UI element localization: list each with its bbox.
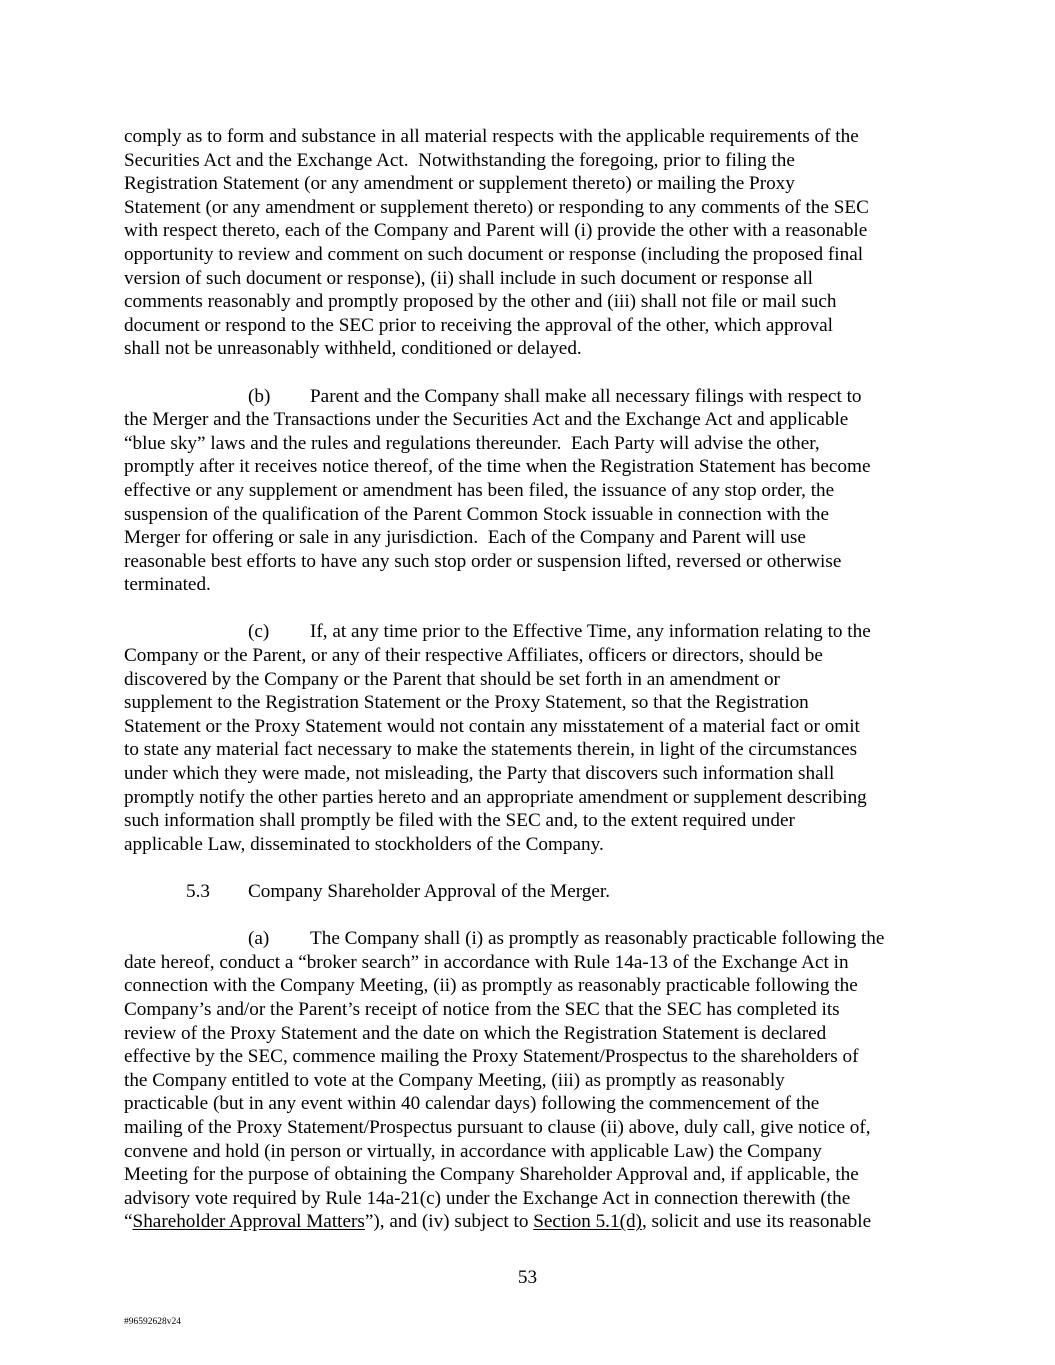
text-line: “blue sky” laws and the rules and regulations thereunder. Each Party will advise the other, xyxy=(124,432,820,454)
text-line: such information shall promptly be filed with the SEC and, to the extent required under xyxy=(124,810,795,832)
text-line: version of such document or response), (ii) shall include in such document or response all xyxy=(124,267,813,289)
text-segment: ”), and (iv) subject to xyxy=(364,1211,534,1233)
text-line: convene and hold (in person or virtually, in accordance with applicable Law) the Company xyxy=(124,1140,822,1162)
text-line: comments reasonably and promptly proposed by the other and (iii) shall not file or mail such xyxy=(124,291,837,313)
text-line: date hereof, conduct a “broker search” in accordance with Rule 14a-13 of the Exchange Act in xyxy=(124,951,849,973)
section-title: Company Shareholder Approval of the Merger. xyxy=(248,881,610,902)
text-line: the Merger and the Transactions under the Securities Act and the Exchange Act and applicable xyxy=(124,409,849,431)
text-line: Company or the Parent, or any of their respective Affiliates, officers or directors, should be xyxy=(124,645,823,667)
text-line xyxy=(124,1210,936,1234)
page-number: 53 xyxy=(517,1267,538,1288)
text-line: applicable Law, disseminated to stockholders of the Company. xyxy=(124,833,604,855)
text-line: promptly after it receives notice thereof, of the time when the Registration Statement has become xyxy=(124,456,871,478)
clause-enumerator: (b) xyxy=(248,385,271,407)
text-line: opportunity to review and comment on such document or response (including the proposed final xyxy=(124,243,864,265)
text-line: connection with the Company Meeting, (ii) as promptly as reasonably practicable following the xyxy=(124,975,858,997)
text-line: Statement (or any amendment or supplement thereto) or responding to any comments of the SEC xyxy=(124,196,869,218)
text-segment: , solicit and use its reasonable xyxy=(641,1211,872,1233)
text-line: practicable (but in any event within 40 calendar days) following the commencement of the xyxy=(124,1093,820,1115)
text-line: effective or any supplement or amendment has been filed, the issuance of any stop order, the xyxy=(124,479,835,501)
text-line: suspension of the qualification of the Parent Common Stock issuable in connection with the xyxy=(124,503,830,525)
text-segment: “ xyxy=(124,1211,133,1233)
text-line: Securities Act and the Exchange Act. Notwithstanding the foregoing, prior to filing the xyxy=(124,149,795,171)
clause-enumerator: (c) xyxy=(248,621,270,643)
section-heading xyxy=(124,880,936,904)
text-line: effective by the SEC, commence mailing the Proxy Statement/Prospectus to the shareholders of xyxy=(124,1046,859,1068)
text-line: Merger for offering or sale in any jurisdiction. Each of the Company and Parent will use xyxy=(124,527,806,549)
text-segment: If, at any time prior to the Effective Time, any information relating to the xyxy=(310,621,871,643)
text-line: Registration Statement (or any amendment or supplement thereto) or mailing the Proxy xyxy=(124,173,795,195)
text-line: under which they were made, not misleading, the Party that discovers such information shall xyxy=(124,763,835,785)
text-line: discovered by the Company or the Parent that should be set forth in an amendment or xyxy=(124,668,780,690)
text-line xyxy=(124,385,936,409)
text-line: document or respond to the SEC prior to receiving the approval of the other, which approval xyxy=(124,314,833,336)
paragraph-b xyxy=(124,385,936,597)
text-line: Company’s and/or the Parent’s receipt of notice from the SEC that the SEC has completed its xyxy=(124,998,840,1020)
text-line xyxy=(124,927,936,951)
section-cross-reference: Section 5.1(d) xyxy=(533,1211,642,1233)
text-line: with respect thereto, each of the Company and Parent will (i) provide the other with a reasonable xyxy=(124,220,868,242)
text-line: supplement to the Registration Statement or the Proxy Statement, so that the Registration xyxy=(124,692,809,714)
text-line: Meeting for the purpose of obtaining the Company Shareholder Approval and, if applicable, the xyxy=(124,1164,859,1186)
text-line: reasonable best efforts to have any such stop order or suspension lifted, reversed or otherwise xyxy=(124,550,842,572)
paragraph-continuation xyxy=(124,125,936,361)
text-line: terminated. xyxy=(124,574,211,596)
document-body xyxy=(124,125,936,1258)
document-id: #96592628v24 xyxy=(124,1317,181,1327)
text-segment: Parent and the Company shall make all necessary filings with respect to xyxy=(310,385,862,407)
text-segment: The Company shall (i) as promptly as reasonably practicable following the xyxy=(310,928,885,950)
text-line xyxy=(124,620,936,644)
text-line: the Company entitled to vote at the Company Meeting, (iii) as promptly as reasonably xyxy=(124,1069,785,1091)
text-line: mailing of the Proxy Statement/Prospectus pursuant to clause (ii) above, duly call, give notice of, xyxy=(124,1116,871,1138)
clause-enumerator: (a) xyxy=(248,928,270,950)
defined-term: Shareholder Approval Matters xyxy=(132,1211,365,1233)
text-line: advisory vote required by Rule 14a-21(c) under the Exchange Act in connection therewith (the xyxy=(124,1187,851,1209)
text-line: promptly notify the other parties hereto and an appropriate amendment or supplement describing xyxy=(124,786,867,808)
section-number: 5.3 xyxy=(186,881,210,902)
text-line: review of the Proxy Statement and the date on which the Registration Statement is declared xyxy=(124,1022,827,1044)
paragraph-c xyxy=(124,620,936,856)
text-line: Statement or the Proxy Statement would not contain any misstatement of a material fact or omit xyxy=(124,715,860,737)
text-line: shall not be unreasonably withheld, conditioned or delayed. xyxy=(124,338,582,360)
paragraph-a xyxy=(124,927,936,1234)
text-line: comply as to form and substance in all material respects with the applicable requirements of the xyxy=(124,126,859,147)
text-line xyxy=(124,880,936,904)
text-line: to state any material fact necessary to make the statements therein, in light of the circumstances xyxy=(124,739,858,761)
